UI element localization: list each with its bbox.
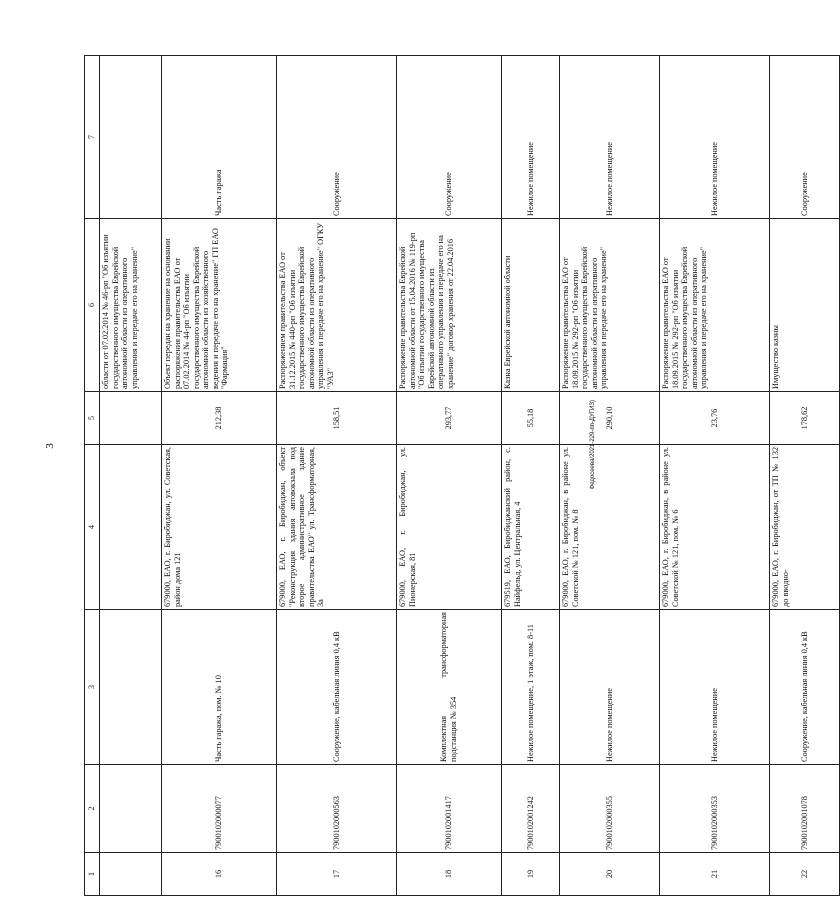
table-row xyxy=(770,56,840,896)
cell-address xyxy=(100,445,162,610)
cell-type: Сооружение xyxy=(277,56,397,219)
cell-num xyxy=(100,853,162,896)
cell-type: Часть гаража xyxy=(162,56,277,219)
cell-reg: 7900102000077 xyxy=(162,765,277,853)
cell-num: 18 xyxy=(397,853,502,896)
cell-basis: области от 07.02.2014 № 46-рп "Об изъятии государственного имущества Еврейской автономной области из оперативного управления и передаче его на хранение" xyxy=(100,219,162,392)
property-table xyxy=(84,55,840,896)
header-cell: 3 xyxy=(85,610,100,765)
cell-num: 22 xyxy=(770,853,840,896)
cell-type: Нежилое помещение xyxy=(502,56,560,219)
cell-reg: 7900102001242 xyxy=(502,765,560,853)
header-cell: 6 xyxy=(85,219,100,392)
cell-name: Сооружение, кабельная линия 0,4 кВ xyxy=(277,610,397,765)
table-row xyxy=(100,56,162,896)
cell-address: 679000, ЕАО, г. Биробиджан, ул. Пионерская, 81 xyxy=(397,445,502,610)
cell-area: 158,51 xyxy=(277,392,397,445)
cell-type: Сооружение xyxy=(770,56,840,219)
cell-basis: Казна Еврейской автономной области xyxy=(502,219,560,392)
cell-area xyxy=(100,392,162,445)
cell-address: 679519, ЕАО, Биробиджанский район, с. Найфельд, ул. Центральная, 4 xyxy=(502,445,560,610)
cell-area: 293,77 xyxy=(397,392,502,445)
cell-name: Часть гаража, пом. № 10 xyxy=(162,610,277,765)
cell-area: 290,10 xyxy=(560,392,660,445)
cell-area: 178,62 xyxy=(770,392,840,445)
cell-basis: Распоряжение правительства ЕАО от 18.09.2015 № 292-рп "Об изъятии государственного имущества Еврейской автономной области из оперативного управления и передаче его на хранение" xyxy=(660,219,770,392)
header-cell: 4 xyxy=(85,445,100,610)
cell-address: 679000, ЕАО, г. Биробиджан, объект "Реконструкция здания автовокзала под второе административное здание правительства ЕАО" ул. Трансформаторная, 3а xyxy=(277,445,397,610)
cell-num: 16 xyxy=(162,853,277,896)
cell-address: 679000, ЕАО, г. Биробиджан, в районе ул. Советской № 121, пом. № 6 xyxy=(660,445,770,610)
cell-name: Нежилое помещение xyxy=(560,610,660,765)
cell-num: 21 xyxy=(660,853,770,896)
cell-type xyxy=(100,56,162,219)
table-row xyxy=(162,56,277,896)
cell-basis: Распоряжение правительства ЕАО от 18.09.2015 № 292-рп "Об изъятии государственного имущества Еврейской автономной области из оперативного управления и передаче его на хранение" xyxy=(560,219,660,392)
cell-basis: Распоряжение правительства Еврейской автономной области от 15.04.2016 № 119-рп "Об изъятии государственного имущества Еврейской автономной области из оперативного управления и передаче его на хранение" договор хранения от 22.04.2016 xyxy=(397,219,502,392)
header-cell: 5 xyxy=(85,392,100,445)
header-cell: 7 xyxy=(85,56,100,219)
cell-reg: 7900102000355 xyxy=(560,765,660,853)
table-body xyxy=(85,56,840,896)
cell-num: 19 xyxy=(502,853,560,896)
cell-address: 679000, ЕАО, г. Биробиджан, ул. Советская, район дома 121 xyxy=(162,445,277,610)
header-row xyxy=(85,56,100,896)
header-cell: 1 xyxy=(85,853,100,896)
cell-address: 679000, ЕАО, г. Биробиджан, от ТП № 132 до вводно- xyxy=(770,445,840,610)
cell-basis: Объект передан на хранение на основании распоряжения правительства ЕАО от 07.02.2014 № 44-рп "Об изъятии государственного имущества Еврейской автономной области из хозяйственного ведения и передаче его на хранение" ГП ЕАО "Фармация" xyxy=(162,219,277,392)
header-cell: 2 xyxy=(85,765,100,853)
cell-name: Сооружение, кабельная линия 0,4 кВ xyxy=(770,610,840,765)
cell-reg: 7900102001078 xyxy=(770,765,840,853)
cell-reg: 7900102000563 xyxy=(277,765,397,853)
cell-name xyxy=(100,610,162,765)
table-row xyxy=(397,56,502,896)
table-row xyxy=(560,56,660,896)
cell-name: Нежилое помещение, 1 этаж, пом. 8-11 xyxy=(502,610,560,765)
cell-type: Сооружение xyxy=(397,56,502,219)
cell-reg: 7900102000353 xyxy=(660,765,770,853)
cell-num: 17 xyxy=(277,853,397,896)
cell-name: Комплектная трансформаторная подстанция № 354 xyxy=(397,610,502,765)
table-row xyxy=(502,56,560,896)
cell-name: Нежилое помещение xyxy=(660,610,770,765)
cell-area: 23,76 xyxy=(660,392,770,445)
cell-basis: Распоряжением правительства ЕАО от 31.12.2015 № 440-рп "Об изъятии государственного имущества Еврейской автономной области из оперативного управления и передаче его на хранение" ОГКУ "УАЗ" xyxy=(277,219,397,392)
table-row xyxy=(660,56,770,896)
cell-address: 679000, ЕАО, г. Биробиджан, в районе ул. Советской № 121, пом. № 8 xyxy=(560,445,660,610)
cell-type: Нежилое помещение xyxy=(660,56,770,219)
cell-reg: 7900102001417 xyxy=(397,765,502,853)
cell-num: 20 xyxy=(560,853,660,896)
table-row xyxy=(277,56,397,896)
footer-note: Федосеева/2021-229-пп-ДУГИЗ) xyxy=(590,400,596,490)
cell-type: Нежилое помещение xyxy=(560,56,660,219)
cell-area: 212,38 xyxy=(162,392,277,445)
page-number: 3 xyxy=(44,443,56,449)
cell-reg xyxy=(100,765,162,853)
cell-basis: Имущество казны xyxy=(770,219,840,392)
cell-area: 55,18 xyxy=(502,392,560,445)
